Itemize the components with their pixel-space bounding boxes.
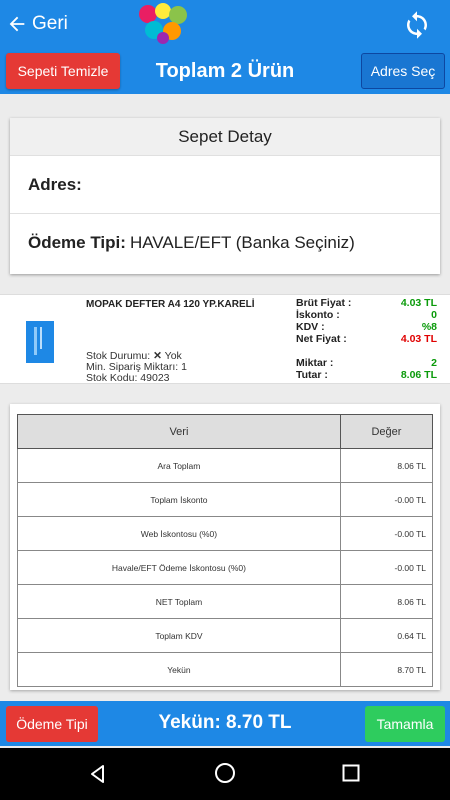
- back-label: Geri: [32, 13, 68, 34]
- summary-card: [10, 404, 440, 690]
- table-row: [18, 585, 433, 619]
- row-value: -0.00 TL: [340, 551, 432, 585]
- close-icon: ✕: [153, 350, 162, 362]
- vat-label: KDV :: [296, 321, 325, 333]
- table-row: [18, 653, 433, 687]
- quantity-value: 2: [431, 357, 437, 369]
- table-row: [18, 483, 433, 517]
- quantity-label: Miktar :: [296, 357, 334, 369]
- payment-type-button[interactable]: Ödeme Tipi: [6, 706, 98, 742]
- grand-total: Yekün: 8.70 TL: [158, 712, 292, 733]
- payment-type-label: Ödeme Tipi:: [28, 233, 126, 252]
- vat-value: %8: [421, 321, 437, 333]
- complete-order-button[interactable]: Tamamla: [365, 706, 445, 742]
- app-logo-icon: [136, 2, 190, 46]
- clear-cart-button[interactable]: Sepeti Temizle: [6, 53, 120, 89]
- arrow-left-icon: [6, 13, 28, 35]
- row-value: 8.06 TL: [340, 449, 432, 483]
- discount-value: 0: [431, 309, 437, 321]
- stock-code: [86, 372, 170, 384]
- min-order-label: Min. Sipariş Miktarı:: [86, 361, 179, 373]
- back-button[interactable]: [6, 10, 68, 38]
- table-row: [18, 551, 433, 585]
- cart-toolbar: [0, 48, 450, 94]
- table-header-row: [18, 415, 433, 449]
- row-value: -0.00 TL: [340, 517, 432, 551]
- cart-item[interactable]: [0, 294, 450, 384]
- cart-detail-title: Sepet Detay: [10, 118, 440, 156]
- gross-price-value: 4.03 TL: [400, 297, 437, 309]
- stock-status-label: Stok Durumu:: [86, 350, 151, 362]
- min-order-value: 1: [181, 361, 187, 373]
- system-nav-bar: [0, 748, 450, 800]
- payment-type-row[interactable]: [10, 214, 440, 272]
- amount-value: 8.06 TL: [400, 369, 437, 381]
- nav-back-icon[interactable]: [88, 764, 108, 784]
- product-name: MOPAK DEFTER A4 120 YP.KARELİ: [86, 299, 255, 310]
- net-price-label: Net Fiyat :: [296, 333, 347, 345]
- row-value: -0.00 TL: [340, 483, 432, 517]
- nav-home-icon[interactable]: [214, 762, 236, 784]
- row-label: Web İskontosu (%0): [18, 517, 341, 551]
- stock-code-value: 49023: [140, 372, 170, 384]
- summary-table: [17, 414, 433, 687]
- table-row: [18, 517, 433, 551]
- column-header-value: Değer: [340, 415, 432, 449]
- address-row[interactable]: [10, 156, 440, 214]
- row-label: Yekün: [18, 653, 341, 687]
- row-value: 8.06 TL: [340, 585, 432, 619]
- cart-detail-card: [10, 118, 440, 274]
- table-row: [18, 449, 433, 483]
- app-bar: [0, 0, 450, 48]
- row-label: Ara Toplam: [18, 449, 341, 483]
- stock-status-value: Yok: [164, 350, 182, 362]
- table-row: [18, 619, 433, 653]
- row-label: Toplam KDV: [18, 619, 341, 653]
- row-label: NET Toplam: [18, 585, 341, 619]
- stock-code-label: Stok Kodu:: [86, 372, 138, 384]
- nav-recent-apps-icon[interactable]: [342, 764, 360, 782]
- refresh-icon[interactable]: [402, 10, 432, 40]
- select-address-button[interactable]: Adres Seç: [361, 53, 445, 89]
- discount-label: İskonto :: [296, 309, 340, 321]
- cart-title: Toplam 2 Ürün: [155, 60, 295, 82]
- bottom-action-bar: [0, 701, 450, 746]
- row-value: 0.64 TL: [340, 619, 432, 653]
- product-image: [26, 321, 54, 363]
- amount-label: Tutar :: [296, 369, 328, 381]
- row-value: 8.70 TL: [340, 653, 432, 687]
- gross-price-label: Brüt Fiyat :: [296, 297, 352, 309]
- row-label: Toplam İskonto: [18, 483, 341, 517]
- column-header-data: Veri: [18, 415, 341, 449]
- address-label: Adres:: [28, 174, 82, 194]
- net-price-value: 4.03 TL: [400, 333, 437, 345]
- row-label: Havale/EFT Ödeme İskontosu (%0): [18, 551, 341, 585]
- payment-type-value: HAVALE/EFT (Banka Seçiniz): [129, 233, 355, 252]
